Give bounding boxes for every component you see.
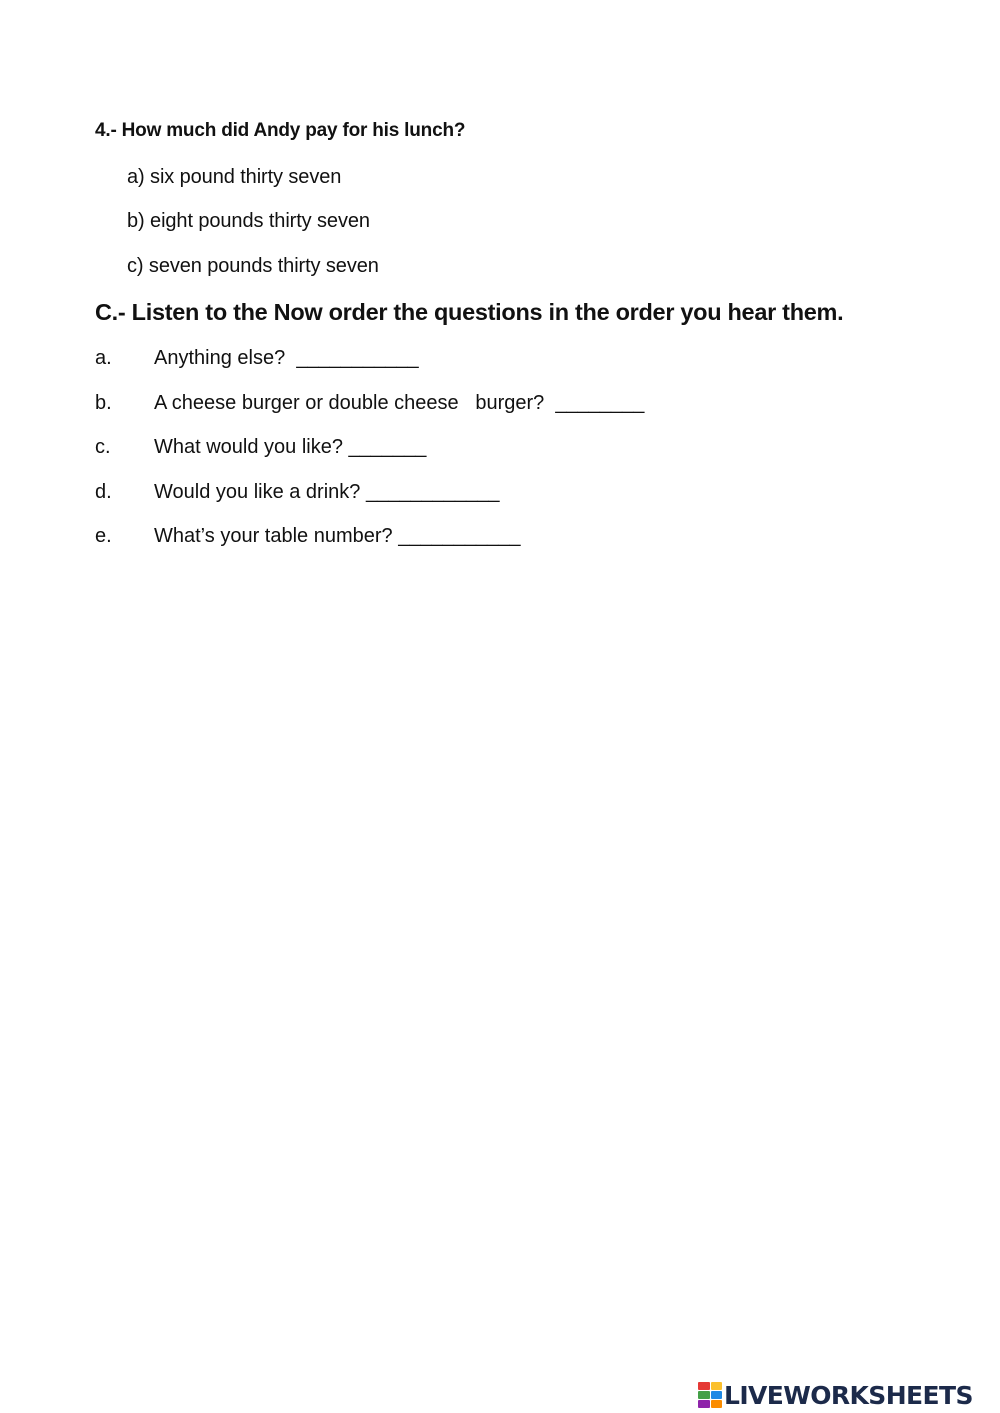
- answer-option-c: c) seven pounds thirty seven: [127, 255, 379, 277]
- logo-square-icon: [711, 1400, 723, 1408]
- logo-square-icon: [698, 1391, 710, 1399]
- list-item: [95, 481, 895, 526]
- question-4-prompt: 4.- How much did Andy pay for his lunch?: [95, 120, 466, 141]
- list-item-text: Would you like a drink? ____________: [154, 480, 500, 503]
- list-item-text: What would you like? _______: [154, 436, 427, 458]
- list-item: [95, 436, 895, 481]
- list-item-text: What’s your table number? ___________: [154, 525, 521, 547]
- list-item-text: A cheese burger or double cheese burger? ________: [154, 391, 645, 414]
- list-marker: c.: [95, 436, 111, 458]
- list-marker: e.: [95, 525, 112, 547]
- logo-square-icon: [711, 1382, 723, 1390]
- list-item: [95, 392, 895, 437]
- logo-square-icon: [711, 1391, 723, 1399]
- logo-square-icon: [698, 1382, 710, 1390]
- section-c-title: C.- Listen to the Now order the questions in the order you hear them.: [95, 299, 844, 325]
- answer-option-b: b) eight pounds thirty seven: [127, 210, 370, 232]
- list-item-text: Anything else? ___________: [154, 347, 419, 369]
- answer-option-a: a) six pound thirty seven: [127, 166, 342, 188]
- list-marker: d.: [95, 480, 112, 503]
- logo-wordmark: LIVEWORKSHEETS: [724, 1380, 973, 1410]
- liveworksheets-logo: [698, 1378, 973, 1412]
- list-marker: b.: [95, 391, 112, 414]
- logo-mark-icon: [698, 1382, 722, 1408]
- ordering-list: [95, 347, 895, 570]
- logo-square-icon: [698, 1400, 710, 1408]
- list-item: [95, 347, 895, 392]
- list-marker: a.: [95, 347, 112, 369]
- list-item: [95, 525, 895, 570]
